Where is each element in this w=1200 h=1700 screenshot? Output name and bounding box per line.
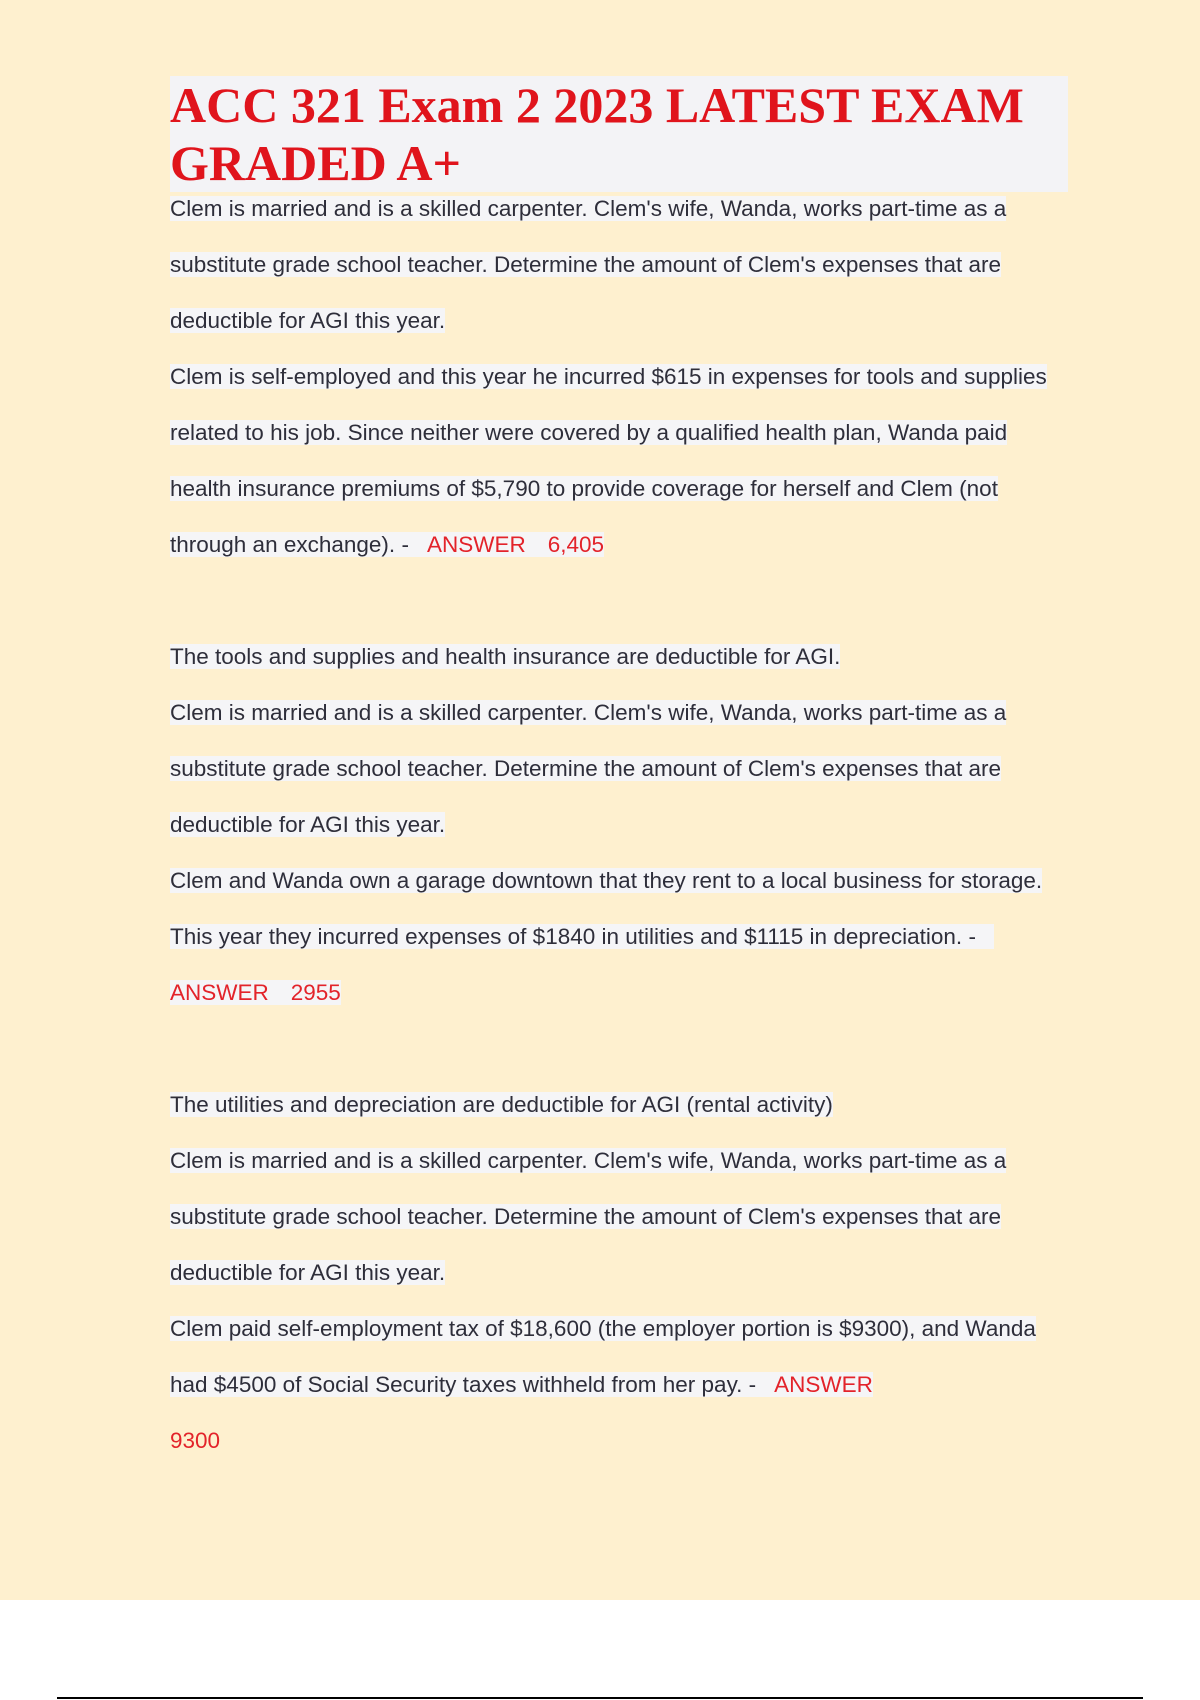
answer-value: 6,405	[547, 532, 605, 557]
document-title: ACC 321 Exam 2 2023 LATEST EXAM GRADED A+	[170, 76, 1068, 192]
question-prompt	[170, 181, 1070, 349]
answer-explanation-text: The tools and supplies and health insurance are deductible for AGI.	[170, 644, 841, 669]
answer-label: ANSWER	[170, 980, 269, 1005]
question-prompt	[170, 685, 1070, 853]
question-block-1	[170, 181, 1070, 685]
question-details-text: Clem paid self-employment tax of $18,600 (the employer portion is $9300), and Wanda had $4500 of Social Security taxes withheld from her pay.	[170, 1316, 1036, 1397]
question-details	[170, 1301, 1070, 1469]
answer-explanation	[170, 629, 1070, 685]
question-details-text: Clem and Wanda own a garage downtown that they rent to a local business for storage. This year they incurred expenses of $1840 in utilities and $1115 in depreciation.	[170, 868, 1043, 949]
answer-value: 9300	[170, 1428, 221, 1453]
question-prompt	[170, 1133, 1070, 1301]
question-prompt-text: Clem is married and is a skilled carpenter. Clem's wife, Wanda, works part-time as a substitute grade school teacher. Determine the amount of Clem's expenses that are deductible for AGI this year.	[170, 700, 1007, 837]
answer-value: 2955	[290, 980, 341, 1005]
question-prompt-text: Clem is married and is a skilled carpenter. Clem's wife, Wanda, works part-time as a substitute grade school teacher. Determine the amount of Clem's expenses that are deductible for AGI this year.	[170, 196, 1007, 333]
question-block-3	[170, 1133, 1070, 1469]
answer-label: ANSWER	[426, 532, 526, 557]
question-details-text: Clem is self-employed and this year he incurred $615 in expenses for tools and supplies related to his job. Since neither were covered by a qualified health plan, Wanda paid health insurance premiums of $5,790 to provide coverage for herself and Clem (not through an exchange).	[170, 364, 1047, 557]
answer-separator: -	[401, 532, 409, 557]
question-details	[170, 349, 1070, 573]
document-body	[170, 181, 1070, 1469]
question-details	[170, 853, 1070, 1021]
footer-divider	[57, 1697, 1143, 1699]
answer-separator: -	[748, 1372, 757, 1397]
question-block-2	[170, 685, 1070, 1133]
answer-explanation-text: The utilities and depreciation are deductible for AGI (rental activity)	[170, 1092, 833, 1117]
answer-separator: -	[968, 924, 976, 949]
question-prompt-text: Clem is married and is a skilled carpenter. Clem's wife, Wanda, works part-time as a substitute grade school teacher. Determine the amount of Clem's expenses that are deductible for AGI this year.	[170, 1148, 1007, 1285]
answer-label: ANSWER	[774, 1372, 873, 1397]
answer-explanation	[170, 1077, 1070, 1133]
